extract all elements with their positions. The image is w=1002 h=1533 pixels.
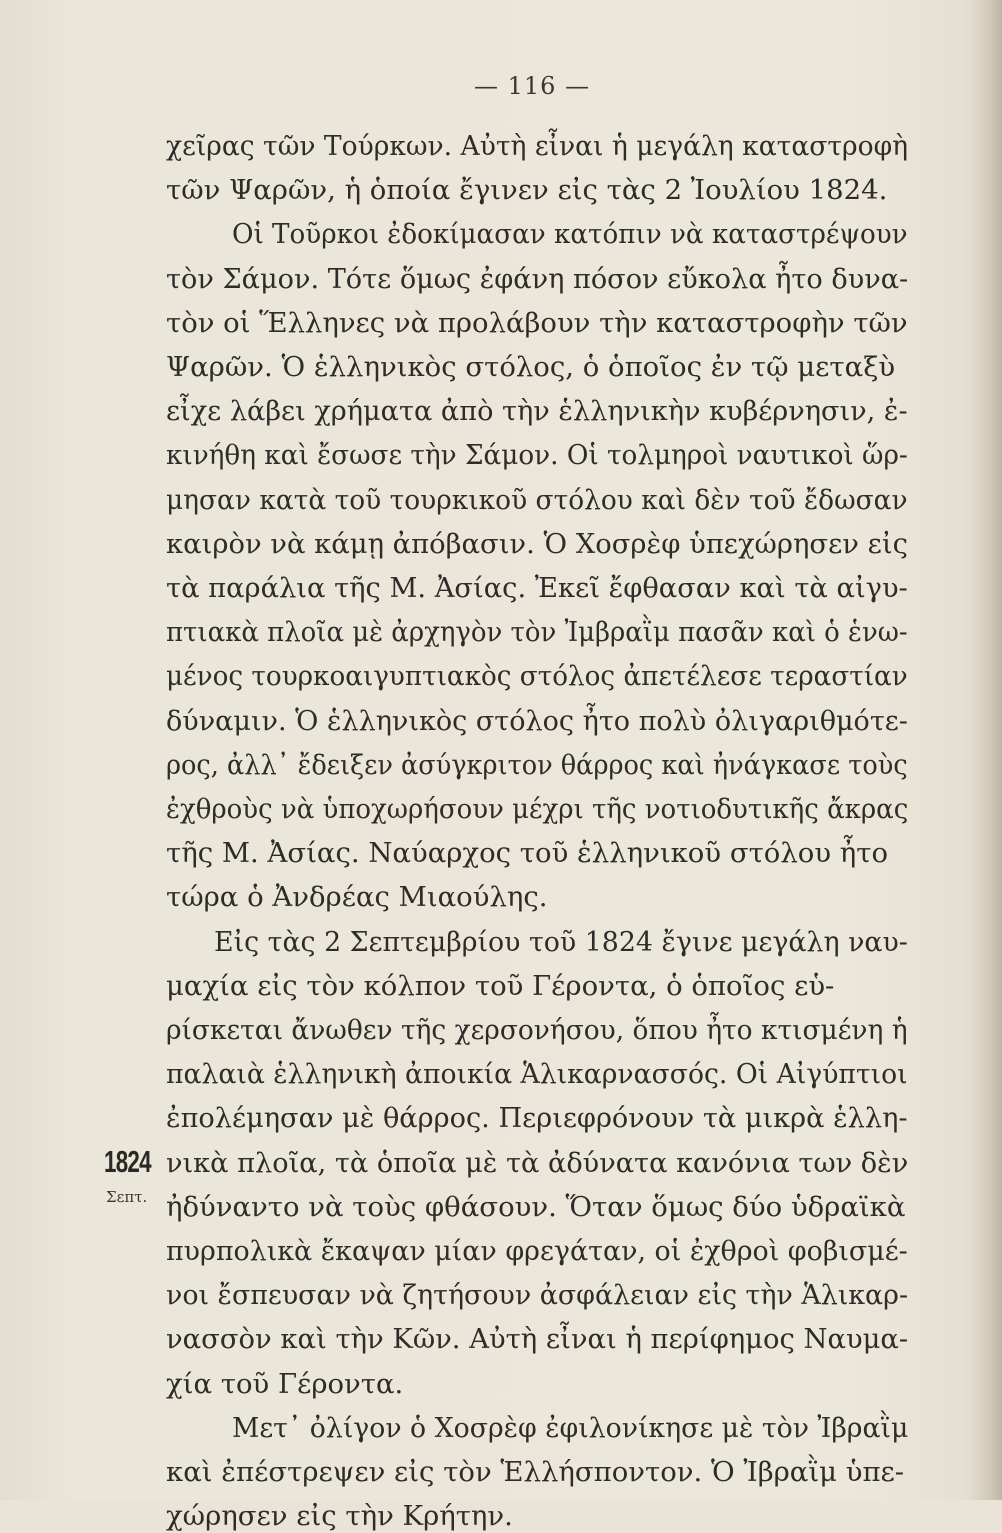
- text-line: δύναμιν. Ὁ ἑλληνικὸς στόλος ἦτο πολὺ ὀλιγαριθμότε-: [166, 704, 908, 737]
- text-line: ρίσκεται ἄνωθεν τῆς χερσονήσου, ὅπου ἦτο κτισμένη ἡ: [166, 1014, 908, 1046]
- text-line: Εἰς τὰς 2 Σεπτεμβρίου τοῦ 1824 ἔγινε μεγάλη ναυ-: [214, 925, 908, 958]
- text-line: τὰ παράλια τῆς Μ. Ἀσίας. Ἐκεῖ ἔφθασαν καὶ τὰ αἰγυ-: [166, 572, 908, 604]
- margin-note-month: Σεπτ.: [106, 1187, 148, 1206]
- text-line: χεῖρας τῶν Τούρκων. Αὐτὴ εἶναι ἡ μεγάλη καταστροφὴ: [166, 130, 909, 162]
- text-line: Ψαρῶν. Ὁ ἑλληνικὸς στόλος, ὁ ὁποῖος ἐν τῷ μεταξὺ: [166, 351, 896, 383]
- text-line: Οἱ Τοῦρκοι ἐδοκίμασαν κατόπιν νὰ καταστρέψουν: [232, 218, 908, 251]
- page-edge-shadow: [968, 0, 1002, 1500]
- text-line: καιρὸν νὰ κάμῃ ἀπόβασιν. Ὁ Χοσρὲφ ὑπεχώρησεν εἰς: [166, 527, 908, 560]
- text-line: ἐχθροὺς νὰ ὑποχωρήσουν μέχρι τῆς νοτιοδυτικῆς ἄκρας: [166, 793, 909, 825]
- text-line: τὸν οἱ Ἕλληνες νὰ προλάβουν τὴν καταστροφὴν τῶν: [166, 306, 908, 339]
- margin-note-year: 1824: [104, 1143, 151, 1179]
- text-line: τῆς Μ. Ἀσίας. Ναύαρχος τοῦ ἑλληνικοῦ στόλου ἦτο: [166, 837, 889, 870]
- text-line: ἠδύναντο νὰ τοὺς φθάσουν. Ὅταν ὅμως δύο ὑδραϊκὰ: [166, 1190, 906, 1223]
- text-line: χία τοῦ Γέροντα.: [166, 1367, 404, 1400]
- text-line: μησαν κατὰ τοῦ τουρκικοῦ στόλου καὶ δὲν τοῦ ἔδωσαν: [166, 483, 908, 516]
- page-number: — 116 —: [474, 72, 591, 100]
- text-line: μένος τουρκοαιγυπτιακὸς στόλος ἀπετέλεσε τεραστίαν: [166, 660, 908, 693]
- text-line: κινήθη καὶ ἔσωσε τὴν Σάμον. Οἱ τολμηροὶ ναυτικοὶ ὥρ-: [166, 439, 908, 472]
- text-line: παλαιὰ ἑλληνικὴ ἀποικία Ἁλικαρνασσός. Οἱ Αἰγύπτιοι: [166, 1058, 908, 1091]
- text-line: τῶν Ψαρῶν, ἡ ὁποία ἔγινεν εἰς τὰς 2 Ἰουλίου 1824.: [166, 174, 888, 207]
- text-line: ρος, ἀλλ᾽ ἔδειξεν ἀσύγκριτον θάρρος καὶ ἠνάγκασε τοὺς: [166, 748, 908, 781]
- text-line: χώρησεν εἰς τὴν Κρήτην.: [166, 1500, 513, 1533]
- text-line: νικὰ πλοῖα, τὰ ὁποῖα μὲ τὰ ἀδύνατα κανόνια των δὲν: [166, 1146, 909, 1179]
- text-line: Μετ᾽ ὀλίγον ὁ Χοσρὲφ ἐφιλονίκησε μὲ τὸν Ἰβραῒμ: [232, 1411, 909, 1444]
- text-line: καὶ ἐπέστρεψεν εἰς τὸν Ἑλλήσποντον. Ὁ Ἰβραῒμ ὑπε-: [166, 1456, 905, 1488]
- text-line: εἶχε λάβει χρήματα ἀπὸ τὴν ἑλληνικὴν κυβέρνησιν, ἐ-: [166, 395, 908, 428]
- text-line: ἐπολέμησαν μὲ θάρρος. Περιεφρόνουν τὰ μικρὰ ἑλλη-: [166, 1102, 908, 1135]
- text-line: μαχία εἰς τὸν κόλπον τοῦ Γέροντα, ὁ ὁποῖος εὑ-: [166, 969, 835, 1002]
- text-line: νοι ἔσπευσαν νὰ ζητήσουν ἀσφάλειαν εἰς τὴν Ἁλικαρ-: [166, 1279, 909, 1312]
- text-line: πυρπολικὰ ἔκαψαν μίαν φρεγάταν, οἱ ἐχθροὶ φοβισμέ-: [166, 1235, 908, 1267]
- text-line: νασσὸν καὶ τὴν Κῶν. Αὐτὴ εἶναι ἡ περίφημος Ναυμα-: [166, 1323, 909, 1356]
- text-line: πτιακὰ πλοῖα μὲ ἀρχηγὸν τὸν Ἰμβραῒμ πασᾶν καὶ ὁ ἑνω-: [166, 616, 908, 649]
- text-line: τώρα ὁ Ἀνδρέας Μιαούλης.: [166, 881, 548, 914]
- text-line: τὸν Σάμον. Τότε ὅμως ἐφάνη πόσον εὔκολα ἦτο δυνα-: [166, 262, 909, 295]
